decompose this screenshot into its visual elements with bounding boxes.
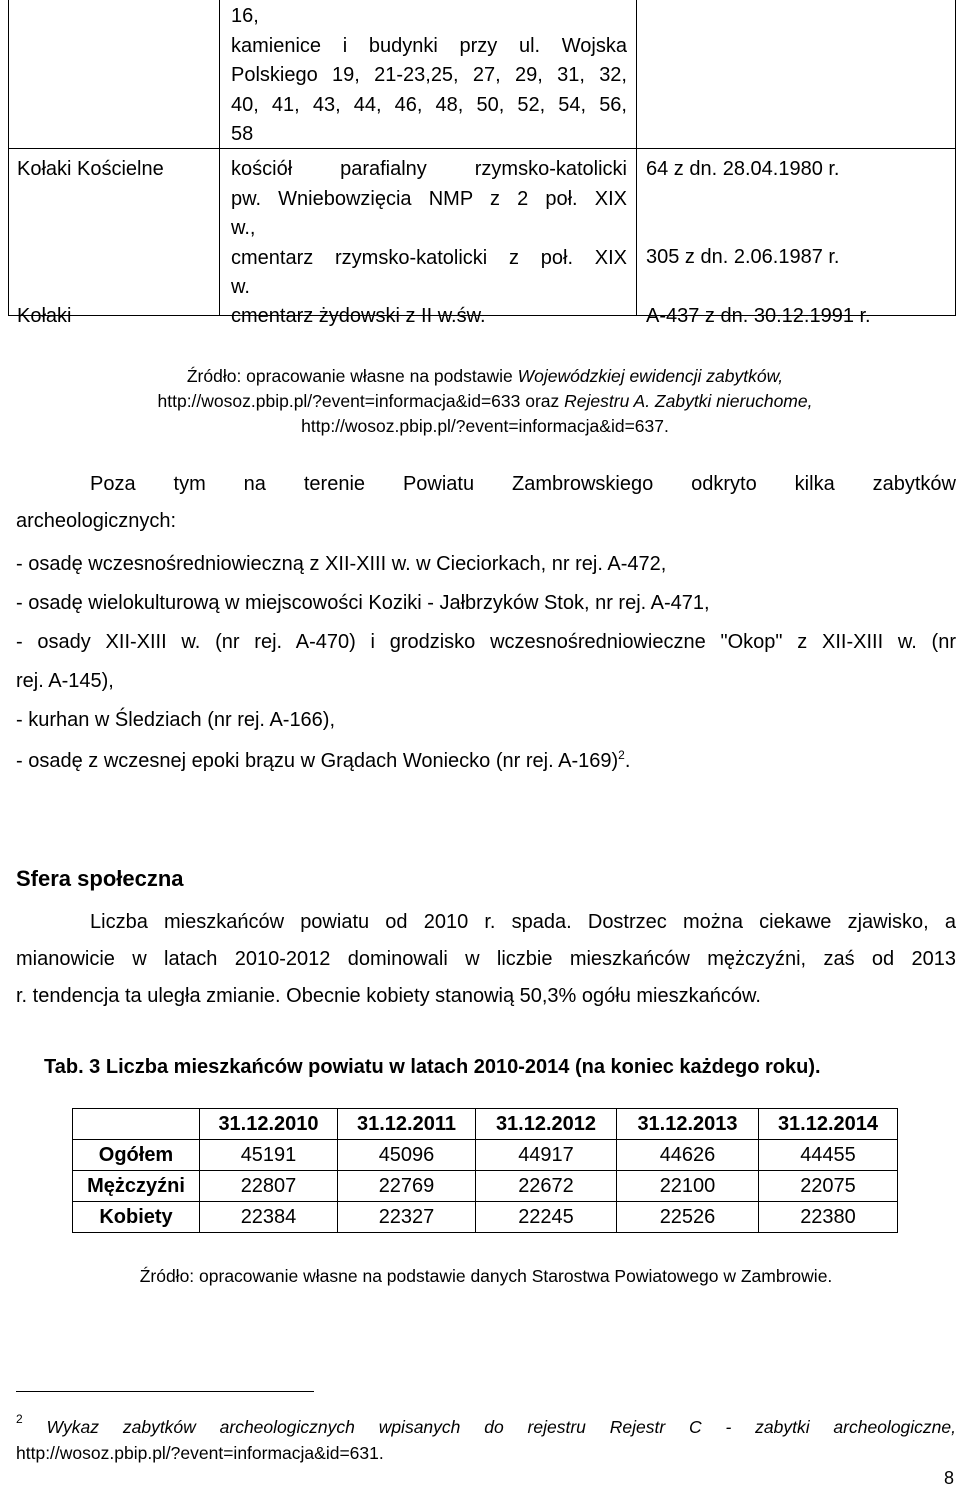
table-cell: 22526 — [617, 1202, 759, 1233]
table-header-cell — [73, 1109, 200, 1140]
table-header-cell: 31.12.2013 — [617, 1109, 759, 1140]
table-cell: 44626 — [617, 1140, 759, 1171]
footnote-text: Wykaz zabytków archeologicznych wpisanych do rejestru Rejestr C - zabytki archeologiczne, — [22, 1417, 956, 1437]
source-italic: Rejestru A. Zabytki nieruchome, — [564, 391, 813, 411]
section-paragraph — [16, 904, 956, 1015]
table-cell: 22384 — [200, 1202, 338, 1233]
table-header-cell: 31.12.2011 — [338, 1109, 476, 1140]
source-note — [90, 364, 880, 439]
paragraph-line: r. tendencja ta uległa zmianie. Obecnie kobiety stanowią 50,3% ogółu mieszkańców. — [16, 985, 761, 1007]
source-italic: Wojewódzkiej ewidencji zabytków, — [517, 366, 784, 386]
footnote-ref[interactable]: 2 — [618, 748, 625, 762]
register-cell: 305 z dn. 2.06.1987 r. — [646, 246, 840, 268]
cell-line: w., — [231, 217, 256, 239]
row-label: Kobiety — [73, 1202, 200, 1233]
table-cell: 22672 — [476, 1171, 617, 1202]
item-suffix: . — [624, 750, 631, 772]
archeo-item: - kurhan w Śledziach (nr rej. A-166), — [16, 709, 336, 731]
table-cell: 22327 — [338, 1202, 476, 1233]
table-divider — [636, 0, 637, 315]
table-header-cell: 31.12.2012 — [476, 1109, 617, 1140]
table-cell: 22807 — [200, 1171, 338, 1202]
table-row — [73, 1140, 898, 1171]
source-line — [90, 364, 880, 389]
paragraph-line: archeologicznych: — [16, 510, 177, 532]
source-note-2: Źródło: opracowanie własne na podstawie danych Starostwa Powiatowego w Zambrowie. — [139, 1266, 833, 1286]
place-cell: Kołaki Kościelne — [17, 158, 164, 180]
cell-line: Polskiego 19, 21-23,25, 27, 29, 31, 32, — [231, 64, 627, 86]
table-cell: 22245 — [476, 1202, 617, 1233]
object-cell: cmentarz żydowski z II w.św. — [231, 305, 486, 327]
footnote-separator — [16, 1391, 314, 1392]
table-cell: 22380 — [759, 1202, 898, 1233]
cell-line: 58 — [231, 123, 254, 145]
table-header-row — [73, 1109, 898, 1140]
archeo-item: rej. A-145), — [16, 670, 114, 692]
paragraph-line: mianowicie w latach 2010-2012 dominowali w liczbie mieszkańców mężczyźni, zaś od 2013 — [16, 948, 956, 970]
table-header-cell: 31.12.2010 — [200, 1109, 338, 1140]
section-heading: Sfera społeczna — [16, 866, 184, 891]
continuation-cell — [231, 2, 627, 150]
table-row — [73, 1171, 898, 1202]
table-header-cell: 31.12.2014 — [759, 1109, 898, 1140]
cell-line: kamienice i budynki przy ul. Wojska — [231, 34, 627, 57]
row-label: Mężczyźni — [73, 1171, 200, 1202]
cell-line: 16, — [231, 5, 259, 27]
archeo-item: - osadę wielokulturową w miejscowości Koziki - Jałbrzyków Stok, nr rej. A-471, — [16, 592, 710, 614]
source-line: http://wosoz.pbip.pl/?event=informacja&id=637. — [301, 416, 669, 436]
source-text: Źródło: opracowanie własne na podstawie — [186, 366, 518, 386]
population-table — [72, 1108, 898, 1233]
source-text: http://wosoz.pbip.pl/?event=informacja&id=633 oraz — [157, 391, 565, 411]
cell-line: pw. Wniebowzięcia NMP z 2 poł. XIX — [231, 187, 627, 210]
place-cell: Kołaki — [17, 305, 72, 327]
register-cell: A-437 z dn. 30.12.1991 r. — [646, 305, 871, 327]
table-cell: 22100 — [617, 1171, 759, 1202]
row-label: Ogółem — [73, 1140, 200, 1171]
cell-line: cmentarz rzymsko-katolicki z poł. XIX — [231, 246, 627, 269]
footnote-line — [16, 1406, 956, 1440]
table-cell: 22075 — [759, 1171, 898, 1202]
register-cell: 64 z dn. 28.04.1980 r. — [646, 158, 840, 180]
footnote — [16, 1406, 956, 1466]
archeo-item — [16, 748, 630, 773]
table-cell: 22769 — [338, 1171, 476, 1202]
paragraph-line: Poza tym na terenie Powiatu Zambrowskiego odkryto kilka zabytków — [90, 473, 956, 495]
footnote-link[interactable]: http://wosoz.pbip.pl/?event=informacja&id=631. — [16, 1443, 384, 1463]
object-cell — [231, 155, 627, 303]
table-cell: 44917 — [476, 1140, 617, 1171]
table-cell: 44455 — [759, 1140, 898, 1171]
table-cell: 45096 — [338, 1140, 476, 1171]
archeo-item: - osadę wczesnośredniowieczną z XII-XIII w. w Cieciorkach, nr rej. A-472, — [16, 553, 667, 575]
archeo-intro — [16, 466, 956, 540]
table-caption: Tab. 3 Liczba mieszkańców powiatu w latach 2010-2014 (na koniec każdego roku). — [44, 1056, 821, 1078]
item-text: - osady XII-XIII w. (nr rej. A-470) i grodzisko wczesnośredniowieczne "Okop" z XII-XIII w. (nr — [16, 631, 956, 653]
monuments-table — [8, 0, 956, 327]
cell-line: 40, 41, 43, 44, 46, 48, 50, 52, 54, 56, — [231, 93, 627, 116]
cell-line: kościół parafialny rzymsko-katolicki — [231, 158, 627, 180]
source-line — [90, 389, 880, 414]
paragraph-line: Liczba mieszkańców powiatu od 2010 r. spada. Dostrzec można ciekawe zjawisko, a — [90, 911, 956, 933]
table-row — [73, 1202, 898, 1233]
cell-line: w. — [231, 276, 250, 298]
table-cell: 45191 — [200, 1140, 338, 1171]
archeo-item — [16, 631, 956, 654]
table-divider — [219, 0, 220, 315]
footnote-number: 2 — [16, 1412, 23, 1426]
page-number: 8 — [943, 1468, 954, 1488]
item-text: - osadę z wczesnej epoki brązu w Grądach Woniecko (nr rej. A-169) — [16, 750, 619, 772]
